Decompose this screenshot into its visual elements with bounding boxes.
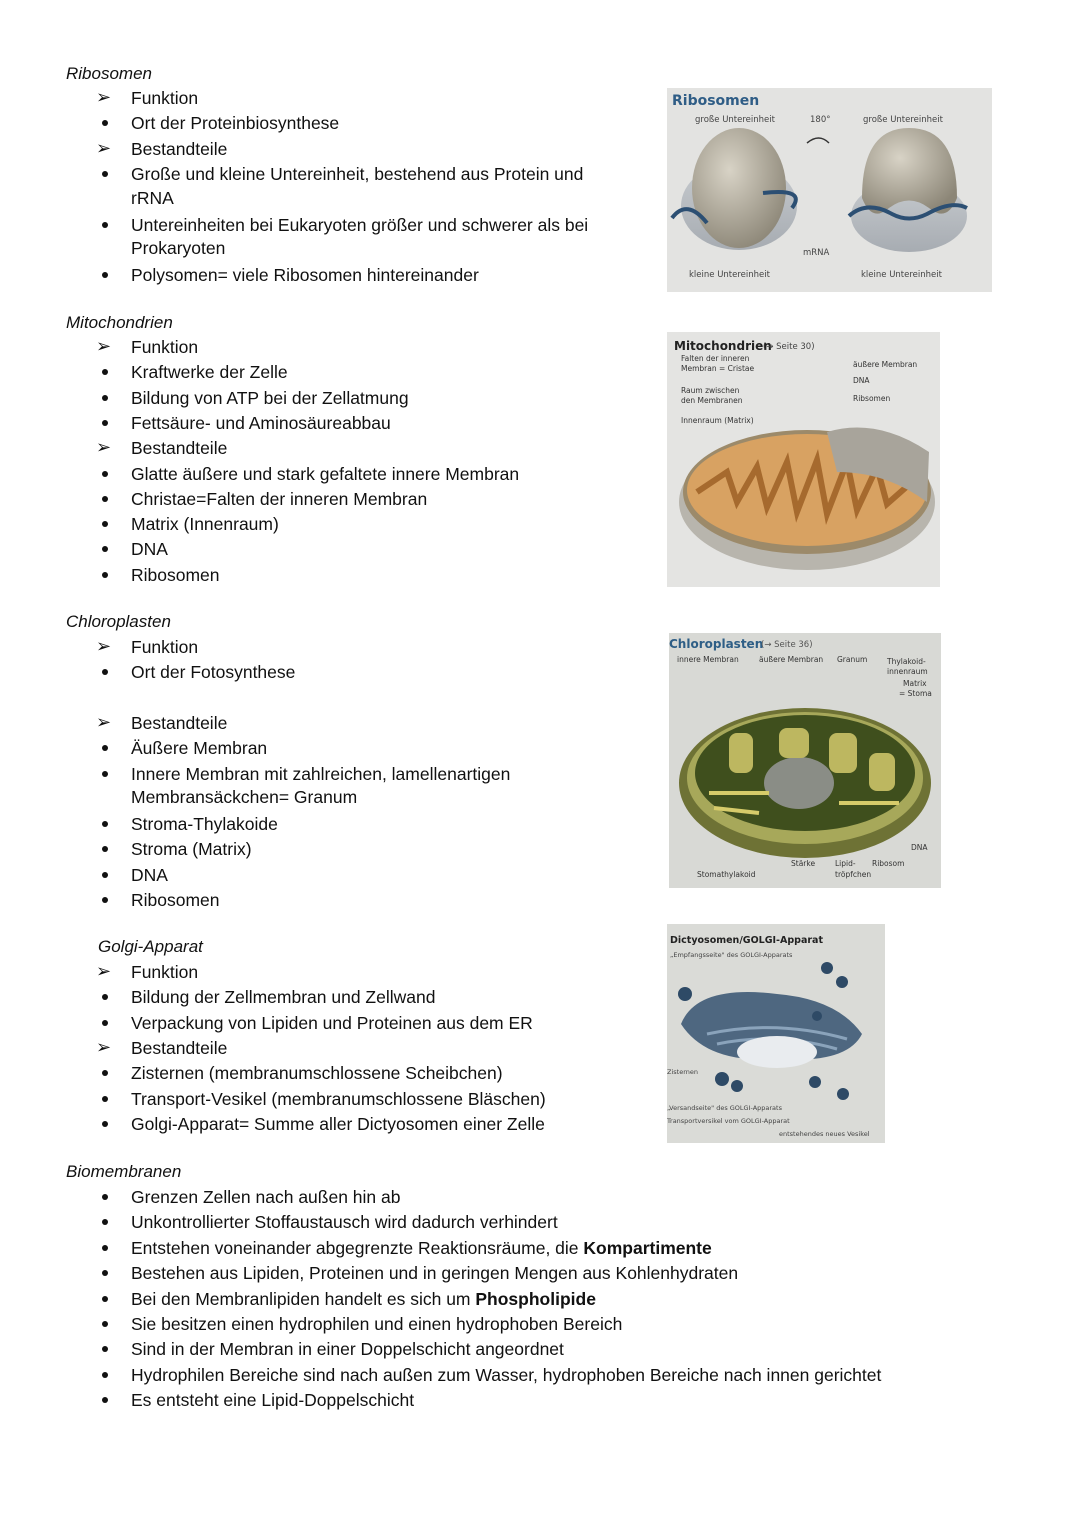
- list-item-text: Äußere Membran: [131, 738, 268, 759]
- list-item-text: Bestandteile: [131, 1037, 228, 1058]
- dot-bullet-icon: [102, 821, 108, 827]
- mito-inner: Innenraum (Matrix): [681, 416, 754, 425]
- dot-bullet-icon: [102, 120, 108, 126]
- mitochondrien-list-item: [131, 362, 288, 382]
- chloroplasten-list-item: [131, 890, 220, 910]
- arrow-bullet-icon: ➢: [96, 437, 112, 458]
- dot-bullet-icon: [102, 669, 108, 675]
- dot-bullet-icon: [102, 420, 108, 426]
- chloro-outer: äußere Membran: [759, 655, 824, 664]
- list-item-text: Entstehen voneinander abgegrenzte Reaktionsräume, die: [131, 1237, 584, 1258]
- mitochondrien-list-item: [131, 489, 427, 509]
- ribosomen-list-item: [96, 137, 228, 159]
- chloroplasten-figure-title: Chloroplasten: [669, 637, 764, 651]
- list-item-text: Zisternen (membranumschlossene Scheibchen): [131, 1063, 503, 1084]
- dot-bullet-icon: [102, 1020, 108, 1026]
- golgi-list-item: [131, 1114, 545, 1134]
- chloroplasten-list-item: [131, 764, 510, 784]
- mito-ribo: Ribsomen: [853, 394, 891, 403]
- list-item-text: Membransäckchen= Granum: [131, 787, 358, 808]
- ribosomen-figure-title: Ribosomen: [672, 93, 760, 109]
- dot-bullet-icon: [102, 872, 108, 878]
- chloro-stromathyl: Stomathylakoid: [697, 870, 756, 879]
- ribosomen-small-right: kleine Untereinheit: [861, 270, 942, 280]
- list-item-text: Verpackung von Lipiden und Proteinen aus dem ER: [131, 1012, 533, 1033]
- chloroplasten-figure-ref: (→ Seite 36): [761, 640, 813, 650]
- biomembranen-list-item: [131, 1187, 400, 1207]
- list-item-text: Untereinheiten bei Eukaryoten größer und schwerer als bei: [131, 214, 589, 235]
- list-item-text: Prokaryoten: [131, 238, 226, 259]
- mitochondrien-list-item: [96, 336, 199, 357]
- arrow-bullet-icon: ➢: [96, 961, 112, 981]
- ribosomen-large-right: große Untereinheit: [863, 115, 943, 125]
- list-item-text: Ribosomen: [131, 890, 220, 910]
- list-item-text: Stroma (Matrix): [131, 839, 252, 860]
- chloro-thyl-2: innenraum: [887, 667, 928, 676]
- arrow-bullet-icon: ➢: [96, 1036, 112, 1057]
- mito-folds-1: Falten der inneren: [681, 354, 750, 363]
- chloroplasten-list-item: [96, 711, 228, 733]
- list-item-text: Bildung von ATP bei der Zellatmung: [131, 387, 409, 408]
- list-item-text: Bei den Membranlipiden handelt es sich um: [131, 1288, 476, 1309]
- list-item-text: Glatte äußere und stark gefaltete innere Membran: [131, 463, 520, 484]
- chloroplasten-list-item: [131, 865, 168, 885]
- chloroplasten-list-item: [96, 636, 199, 657]
- ribosomen-list-item: [131, 238, 225, 258]
- chloro-ribosom: Ribosom: [872, 859, 905, 868]
- list-item-text: DNA: [131, 864, 168, 885]
- chloro-starch: Stärke: [791, 859, 816, 868]
- dot-bullet-icon: [102, 1070, 108, 1076]
- ribosomen-small-left: kleine Untereinheit: [689, 270, 770, 280]
- ribosomen-figure: [667, 88, 992, 292]
- golgi-transport: Transportversikel vom GOLGI-Apparat: [667, 1117, 790, 1125]
- mitochondrien-list-item: [131, 514, 279, 534]
- list-item-text: Hydrophilen Bereiche sind nach außen zum Wasser, hydrophoben Bereiche nach innen gerichtet: [131, 1364, 882, 1385]
- arrow-bullet-icon: ➢: [96, 336, 112, 356]
- list-item-text: Ribosomen: [131, 564, 220, 585]
- chloro-lipid-1: Lipid-: [835, 859, 856, 868]
- mito-outer: äußere Membran: [853, 360, 918, 369]
- list-item-text: Polysomen= viele Ribosomen hintereinander: [131, 265, 479, 286]
- list-item-text: Bestandteile: [131, 138, 228, 159]
- chloro-matrix: Matrix: [903, 679, 927, 688]
- section-title-mitochondrien: Mitochondrien: [66, 313, 173, 332]
- list-item-text: Matrix (Innenraum): [131, 514, 279, 535]
- dot-bullet-icon: [102, 395, 108, 401]
- list-item-text: Grenzen Zellen nach außen hin ab: [131, 1187, 401, 1207]
- golgi-list-item: [131, 987, 435, 1007]
- list-item-text: Transport-Vesikel (membranumschlossene Bläschen): [131, 1088, 546, 1109]
- golgi-new-vesicle: entstehendes neues Vesikel: [779, 1130, 870, 1138]
- mito-dna: DNA: [853, 376, 870, 385]
- dot-bullet-icon: [102, 1245, 108, 1251]
- dot-bullet-icon: [102, 1194, 108, 1200]
- dot-bullet-icon: [102, 994, 108, 1000]
- dot-bullet-icon: [102, 1219, 108, 1225]
- mito-folds-2: Membran = Cristae: [681, 364, 755, 373]
- dot-bullet-icon: [102, 1346, 108, 1352]
- golgi-list-item: [131, 1013, 533, 1033]
- chloro-lipid-2: tröpfchen: [835, 870, 872, 879]
- chloro-stroma: = Stoma: [899, 689, 932, 698]
- mitochondrien-figure: [667, 332, 940, 587]
- list-item-bold-term: Kompartimente: [583, 1237, 712, 1258]
- chloro-thyl-1: Thylakoid-: [887, 657, 926, 666]
- dot-bullet-icon: [102, 1121, 108, 1127]
- dot-bullet-icon: [102, 745, 108, 751]
- dot-bullet-icon: [102, 1397, 108, 1403]
- mitochondrien-list-item: [96, 437, 228, 459]
- ribosomen-large-left: große Untereinheit: [695, 115, 775, 125]
- list-item-text: Stroma-Thylakoide: [131, 814, 278, 835]
- dot-bullet-icon: [102, 1372, 108, 1378]
- biomembranen-list-item: [131, 1339, 564, 1359]
- biomembranen-list-item: [131, 1365, 881, 1385]
- dot-bullet-icon: [102, 771, 108, 777]
- golgi-list-item: [96, 961, 199, 982]
- golgi-send: „Versandseite" des GOLGI-Apparats: [667, 1104, 782, 1112]
- ribosomen-list-item: [131, 188, 174, 208]
- dot-bullet-icon: [102, 171, 108, 177]
- biomembranen-list-item: [131, 1390, 414, 1410]
- biomembranen-list-item: [131, 1212, 558, 1232]
- mitochondrien-figure-ref: (→ Seite 30): [763, 342, 815, 352]
- golgi-list-item: [131, 1089, 546, 1109]
- list-item-text: Golgi-Apparat= Summe aller Dictyosomen einer Zelle: [131, 1113, 545, 1134]
- dot-bullet-icon: [102, 846, 108, 852]
- ribosomen-list-item: [131, 164, 583, 184]
- chloroplasten-list-item: [131, 839, 252, 859]
- arrow-bullet-icon: ➢: [96, 137, 112, 158]
- dot-bullet-icon: [102, 521, 108, 527]
- mitochondrien-figure-title: Mitochondrien: [674, 339, 772, 353]
- list-item-text: Funktion: [131, 962, 199, 982]
- arrow-bullet-icon: ➢: [96, 711, 112, 732]
- list-item-text: Innere Membran mit zahlreichen, lamellenartigen: [131, 763, 511, 784]
- chloro-dna: DNA: [911, 843, 928, 852]
- list-item-text: Funktion: [131, 337, 199, 357]
- dot-bullet-icon: [102, 369, 108, 375]
- dot-bullet-icon: [102, 546, 108, 552]
- chloroplasten-list-item: [131, 814, 278, 834]
- arrow-bullet-icon: ➢: [96, 87, 112, 107]
- biomembranen-list-item: [131, 1238, 712, 1258]
- golgi-list-item: [96, 1036, 228, 1058]
- golgi-figure: [667, 924, 885, 1143]
- ribosomen-list-item: [96, 87, 199, 108]
- mitochondrien-list-item: [131, 464, 519, 484]
- biomembranen-list-item: [131, 1263, 738, 1283]
- biomembranen-list-item: [131, 1314, 622, 1334]
- ribosomen-list-item: [131, 215, 588, 235]
- dot-bullet-icon: [102, 272, 108, 278]
- ribosomen-list-item: [131, 265, 479, 285]
- dot-bullet-icon: [102, 471, 108, 477]
- dot-bullet-icon: [102, 1296, 108, 1302]
- golgi-receive: „Empfangsseite" des GOLGI-Apparats: [670, 951, 793, 959]
- mito-space-2: den Membranen: [681, 396, 743, 405]
- ribosomen-mrna: mRNA: [803, 248, 830, 258]
- chloro-inner: innere Membran: [677, 655, 739, 664]
- list-item-text: Ort der Fotosynthese: [131, 662, 296, 683]
- golgi-list-item: [131, 1063, 503, 1083]
- dot-bullet-icon: [102, 1096, 108, 1102]
- mito-space-1: Raum zwischen: [681, 386, 740, 395]
- list-item-text: Funktion: [131, 637, 199, 657]
- ribosomen-list-item: [131, 113, 339, 133]
- list-item-text: Sie besitzen einen hydrophilen und einen hydrophoben Bereich: [131, 1314, 623, 1334]
- mitochondrien-list-item: [131, 565, 220, 585]
- list-item-text: Bestandteile: [131, 438, 228, 459]
- list-item-bold-term: Phospholipide: [475, 1288, 596, 1309]
- list-item-text: Unkontrollierter Stoffaustausch wird dadurch verhindert: [131, 1212, 558, 1233]
- dot-bullet-icon: [102, 1270, 108, 1276]
- biomembranen-list-item: [131, 1289, 596, 1309]
- ribosomen-angle: 180°: [810, 115, 831, 125]
- section-title-ribosomen: Ribosomen: [66, 64, 152, 83]
- list-item-text: DNA: [131, 539, 168, 560]
- chloroplasten-list-item: [131, 738, 267, 758]
- section-title-golgi: Golgi-Apparat: [98, 937, 203, 956]
- list-item-text: Funktion: [131, 88, 199, 108]
- list-item-text: Sind in der Membran in einer Doppelschicht angeordnet: [131, 1339, 564, 1360]
- dot-bullet-icon: [102, 572, 108, 578]
- section-title-biomembranen: Biomembranen: [66, 1162, 182, 1181]
- chloroplasten-list-item: [131, 787, 357, 807]
- list-item-text: Fettsäure- und Aminosäureabbau: [131, 412, 391, 433]
- mitochondrien-list-item: [131, 388, 409, 408]
- dot-bullet-icon: [102, 496, 108, 502]
- dot-bullet-icon: [102, 222, 108, 228]
- mitochondrien-list-item: [131, 539, 168, 559]
- list-item-text: Kraftwerke der Zelle: [131, 362, 288, 383]
- list-item-text: Es entsteht eine Lipid-Doppelschicht: [131, 1390, 415, 1411]
- golgi-cisterns: Zisternen: [667, 1068, 698, 1076]
- chloroplasten-list-item: [131, 662, 295, 682]
- mitochondrien-list-item: [131, 413, 391, 433]
- chloro-granum: Granum: [837, 655, 868, 664]
- list-item-text: Bestehen aus Lipiden, Proteinen und in geringen Mengen aus Kohlenhydraten: [131, 1263, 739, 1284]
- section-title-chloroplasten: Chloroplasten: [66, 612, 171, 631]
- list-item-text: rRNA: [131, 187, 174, 208]
- dot-bullet-icon: [102, 1321, 108, 1327]
- list-item-text: Bildung der Zellmembran und Zellwand: [131, 987, 436, 1008]
- golgi-figure-title: Dictyosomen/GOLGI-Apparat: [670, 935, 823, 946]
- list-item-text: Christae=Falten der inneren Membran: [131, 488, 428, 509]
- list-item-text: Ort der Proteinbiosynthese: [131, 113, 340, 134]
- chloroplasten-figure: [669, 633, 941, 888]
- list-item-text: Bestandteile: [131, 712, 228, 733]
- arrow-bullet-icon: ➢: [96, 636, 112, 656]
- list-item-text: Große und kleine Untereinheit, bestehend aus Protein und: [131, 163, 584, 184]
- dot-bullet-icon: [102, 897, 108, 903]
